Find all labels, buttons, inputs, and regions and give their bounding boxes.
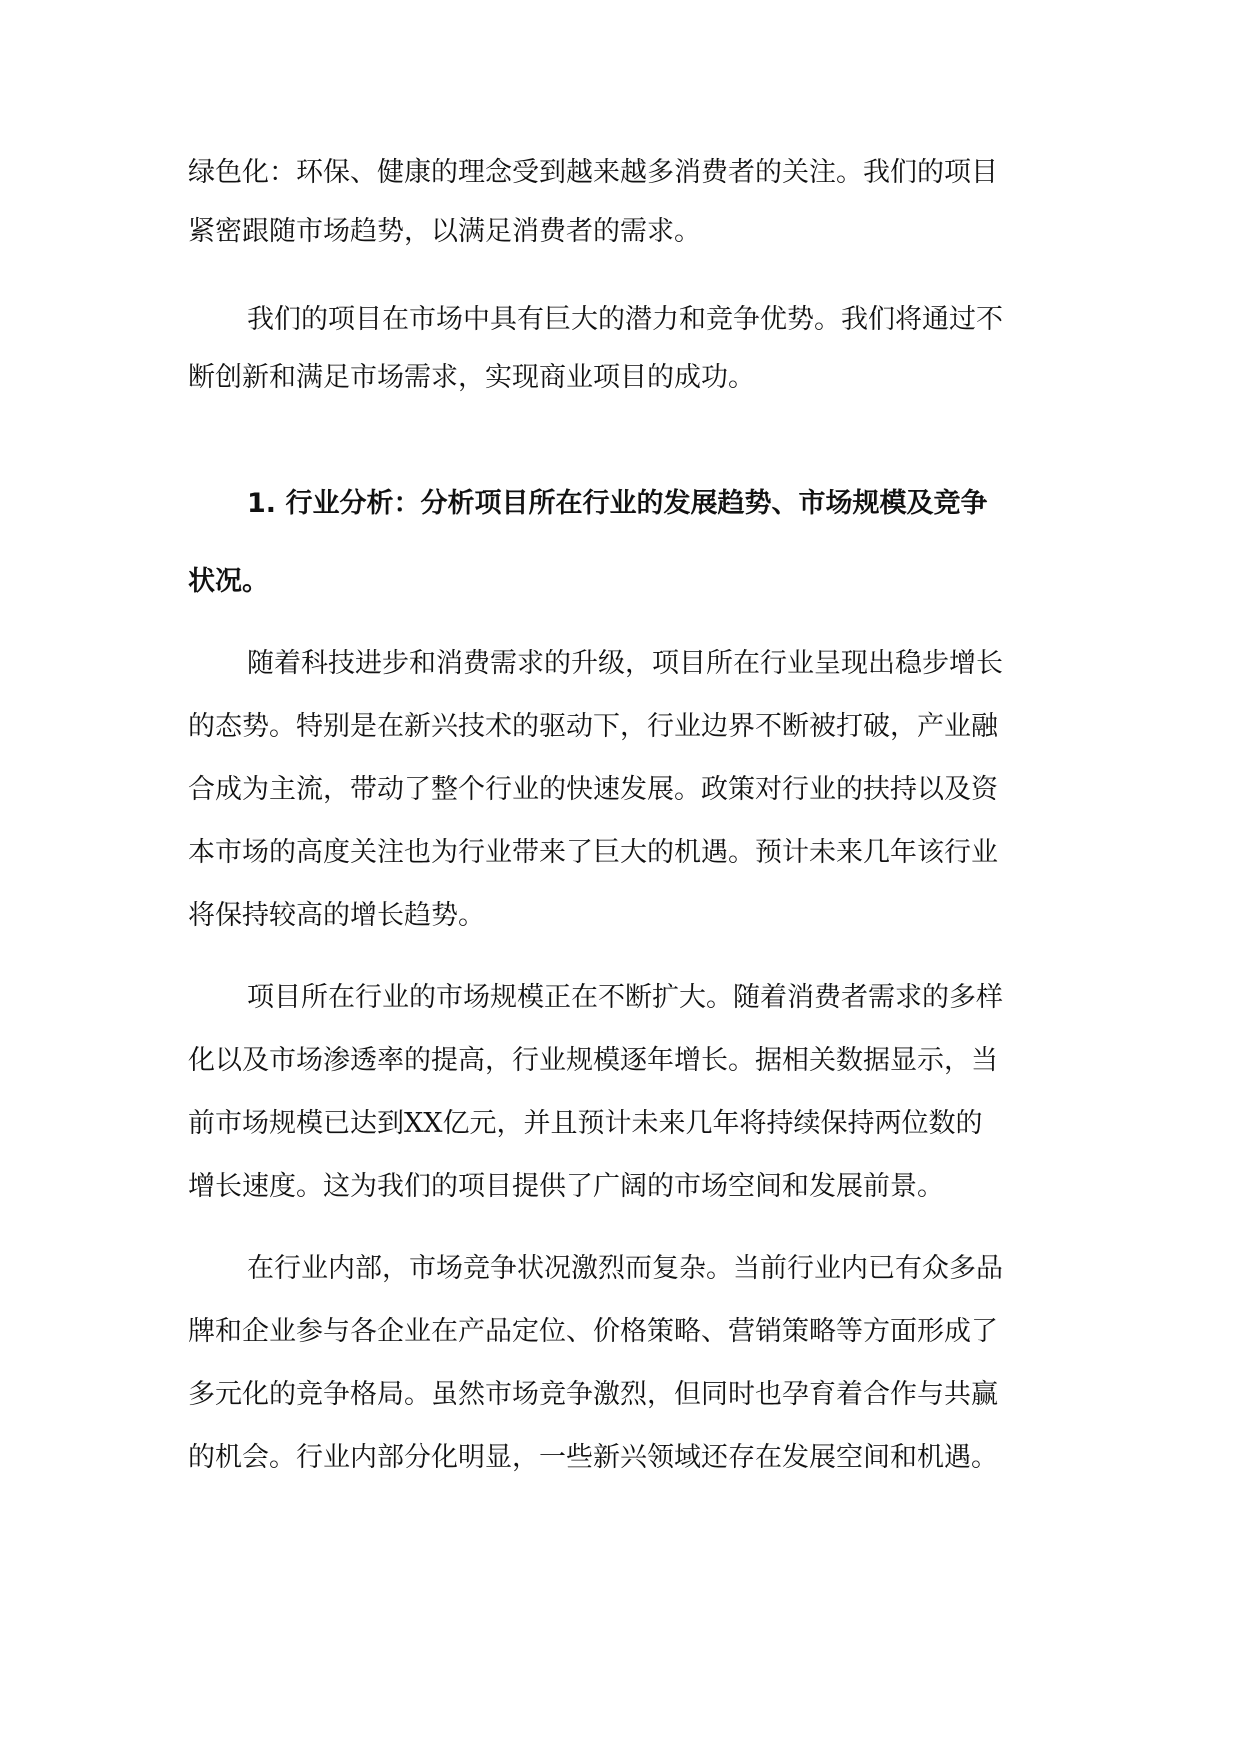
paragraph-line: 将保持较高的增长趋势。 — [188, 900, 485, 931]
paragraph-line: 在行业内部，市场竞争状况激烈而复杂。当前行业内已有众多品 — [247, 1253, 1003, 1284]
paragraph-line: 多元化的竞争格局。虽然市场竞争激烈，但同时也孕育着合作与共赢 — [188, 1379, 998, 1410]
paragraph-line: 本市场的高度关注也为行业带来了巨大的机遇。预计未来几年该行业 — [188, 837, 998, 868]
paragraph-line: 项目所在行业的市场规模正在不断扩大。随着消费者需求的多样 — [247, 982, 1003, 1013]
section-heading-continuation: 状况。 — [188, 566, 269, 597]
paragraph-line: 我们的项目在市场中具有巨大的潜力和竞争优势。我们将通过不 — [247, 304, 1003, 335]
paragraph-line: 合成为主流，带动了整个行业的快速发展。政策对行业的扶持以及资 — [188, 774, 998, 805]
paragraph-line: 化以及市场渗透率的提高，行业规模逐年增长。据相关数据显示，当 — [188, 1045, 998, 1076]
paragraph-line: 牌和企业参与各企业在产品定位、价格策略、营销策略等方面形成了 — [188, 1316, 998, 1347]
paragraph-line: 紧密跟随市场趋势，以满足消费者的需求。 — [188, 216, 701, 247]
paragraph-line: 的机会。行业内部分化明显，一些新兴领域还存在发展空间和机遇。 — [188, 1442, 998, 1473]
paragraph-line: 增长速度。这为我们的项目提供了广阔的市场空间和发展前景。 — [188, 1171, 944, 1202]
paragraph-line: 断创新和满足市场需求，实现商业项目的成功。 — [188, 362, 755, 393]
paragraph-line: 的态势。特别是在新兴技术的驱动下，行业边界不断被打破，产业融 — [188, 711, 998, 742]
section-heading: 1. 行业分析：分析项目所在行业的发展趋势、市场规模及竞争 — [247, 488, 988, 519]
paragraph-line: 绿色化：环保、健康的理念受到越来越多消费者的关注。我们的项目 — [188, 157, 998, 188]
paragraph-line: 随着科技进步和消费需求的升级，项目所在行业呈现出稳步增长 — [247, 648, 1003, 679]
paragraph-line: 前市场规模已达到XX亿元，并且预计未来几年将持续保持两位数的 — [188, 1108, 983, 1139]
